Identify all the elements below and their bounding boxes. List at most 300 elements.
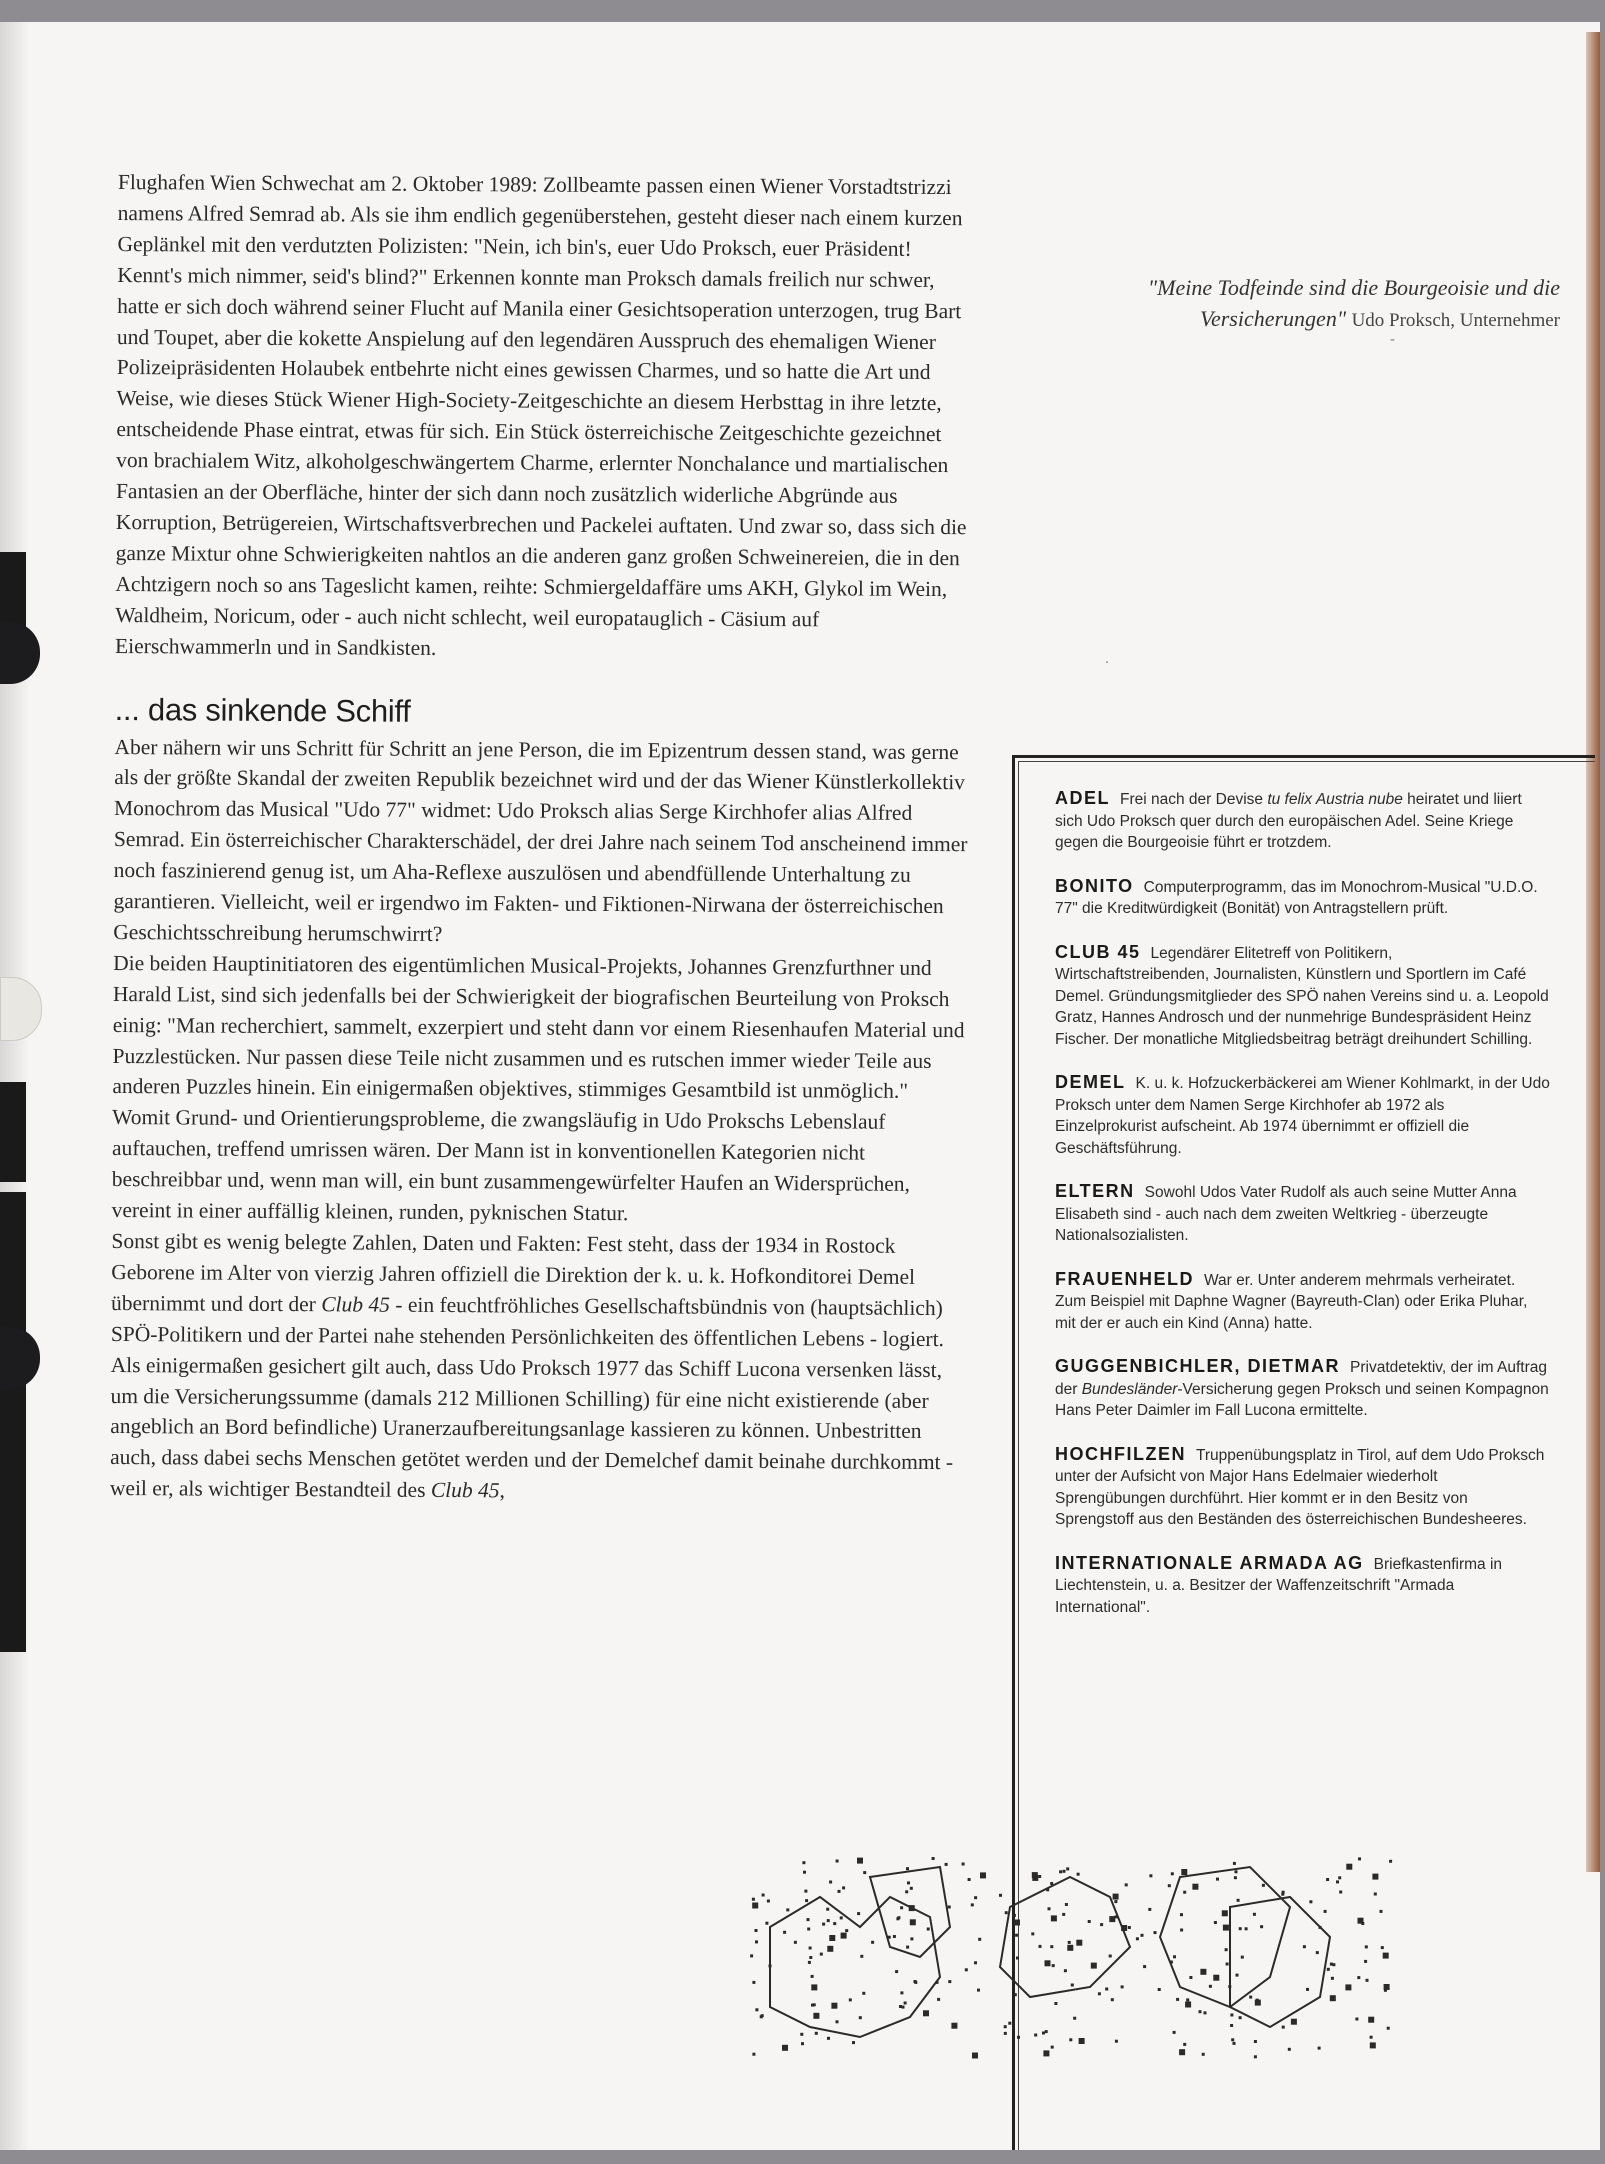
art-pixel bbox=[1358, 1857, 1361, 1860]
art-pixel bbox=[927, 1928, 930, 1931]
art-pixel bbox=[1054, 2002, 1057, 2005]
art-pixel bbox=[1226, 1963, 1229, 1966]
art-pixel bbox=[1042, 2032, 1045, 2035]
art-pixel bbox=[1324, 1910, 1327, 1913]
art-pixel bbox=[895, 1970, 898, 1973]
art-pixel bbox=[813, 2003, 816, 2006]
glossary-term: BONITO bbox=[1055, 875, 1134, 896]
glossary-term: CLUB 45 bbox=[1055, 941, 1141, 962]
binder-ring bbox=[0, 977, 42, 1041]
art-pixel bbox=[1014, 1920, 1020, 1926]
art-pixel bbox=[809, 1947, 812, 1950]
art-pixel bbox=[804, 1890, 807, 1893]
art-pixel bbox=[786, 1908, 789, 1911]
art-pixel bbox=[1332, 1963, 1335, 1966]
art-pixel bbox=[831, 2003, 837, 2009]
art-pixel bbox=[972, 2053, 978, 2059]
art-pixel bbox=[1389, 1860, 1392, 1863]
art-pixel bbox=[1180, 1913, 1183, 1916]
art-pixel bbox=[807, 1928, 810, 1931]
art-pixel bbox=[1059, 1870, 1062, 1873]
art-pixel bbox=[1013, 1914, 1016, 1917]
art-pixel bbox=[1076, 1940, 1082, 1946]
glossary-definition: Computerprogramm, das im Monochrom-Musical "U.D.O. 77" die Kreditwürdigkeit (Bonität) von Antragstellern prüft. bbox=[1055, 878, 1538, 917]
art-pixel bbox=[1372, 1874, 1378, 1880]
art-pixel bbox=[1183, 2043, 1186, 2046]
art-pixel bbox=[1370, 2036, 1373, 2039]
glossary-entry bbox=[1055, 1072, 1550, 1159]
art-pixel bbox=[1234, 1876, 1237, 1879]
art-outline bbox=[870, 1867, 950, 1957]
art-pixel bbox=[1236, 1974, 1239, 1977]
art-pixel bbox=[857, 1858, 863, 1864]
print-speck: . bbox=[1105, 652, 1110, 667]
art-pixel bbox=[910, 1887, 913, 1890]
art-pixel bbox=[752, 2053, 755, 2056]
art-pixel bbox=[1199, 2010, 1202, 2013]
glossary-entry bbox=[1055, 1444, 1550, 1531]
art-pixel bbox=[1189, 1976, 1192, 1979]
art-pixel bbox=[1017, 2036, 1020, 2039]
art-pixel bbox=[1339, 1891, 1342, 1894]
art-pixel bbox=[1309, 1900, 1312, 1903]
art-pixel bbox=[1202, 2053, 1205, 2056]
art-pixel bbox=[909, 1905, 915, 1911]
art-dots bbox=[750, 1857, 1392, 2059]
art-pixel bbox=[1358, 1918, 1364, 1924]
art-pixel bbox=[1192, 1884, 1198, 1890]
art-pixel bbox=[1254, 2055, 1257, 2058]
art-pixel bbox=[1216, 1878, 1219, 1881]
art-pixel bbox=[999, 1894, 1002, 1897]
art-pixel bbox=[1109, 1916, 1115, 1922]
art-pixel bbox=[1281, 1893, 1284, 1896]
art-pixel bbox=[1186, 1998, 1189, 2001]
art-pixel bbox=[1306, 1988, 1309, 1991]
art-pixel bbox=[1039, 1945, 1042, 1948]
art-pixel bbox=[962, 1863, 965, 1866]
art-pixel bbox=[1064, 1969, 1067, 1972]
art-pixel bbox=[1181, 1869, 1187, 1875]
art-pixel bbox=[1200, 1969, 1206, 1975]
art-pixel bbox=[1154, 1931, 1157, 1934]
art-pixel bbox=[822, 1923, 825, 1926]
art-pixel bbox=[863, 1871, 866, 1874]
glossary-term: HOCHFILZEN bbox=[1055, 1443, 1186, 1464]
art-pixel bbox=[1045, 1960, 1051, 1966]
art-pixel bbox=[1345, 1984, 1351, 1990]
art-pixel bbox=[1068, 1941, 1071, 1944]
art-pixel bbox=[1179, 2049, 1185, 2055]
club-name: Club 45 bbox=[321, 1292, 391, 1317]
glossary-emphasis: Bundesländer bbox=[1081, 1380, 1178, 1398]
art-pixel bbox=[1111, 1998, 1114, 2001]
art-pixel bbox=[1077, 1873, 1080, 1876]
art-pixel bbox=[860, 1955, 863, 1958]
art-pixel bbox=[1045, 2030, 1048, 2033]
art-pixel bbox=[1316, 1951, 1319, 1954]
art-pixel bbox=[1149, 1874, 1152, 1877]
art-pixel bbox=[840, 1916, 843, 1919]
art-pixel bbox=[1066, 1867, 1069, 1870]
art-pixel bbox=[1185, 2002, 1191, 2008]
club-name: Club 45 bbox=[430, 1478, 500, 1503]
art-pixel bbox=[905, 1890, 908, 1893]
art-pixel bbox=[907, 1881, 910, 1884]
glossary-term: INTERNATIONALE ARMADA AG bbox=[1055, 1552, 1364, 1573]
art-pixel bbox=[815, 2032, 818, 2035]
art-pixel bbox=[1230, 2024, 1233, 2027]
art-pixel bbox=[803, 1871, 806, 1874]
art-pixel bbox=[829, 1881, 832, 1884]
art-pixel bbox=[1384, 1989, 1387, 1992]
art-pixel bbox=[829, 1935, 835, 1941]
art-pixel bbox=[1326, 1878, 1329, 1881]
art-pixel bbox=[1062, 1913, 1065, 1916]
art-pixel bbox=[1141, 1934, 1144, 1937]
art-pixel bbox=[1100, 1923, 1103, 1926]
glossary-entry bbox=[1055, 942, 1550, 1051]
art-pixel bbox=[1346, 1864, 1352, 1870]
glossary-definition: Truppenübungsplatz in Tirol, auf dem Udo Proksch unter der Aufsicht von Major Hans Edelmaier wiederholt Sprengübungen durchführt. Hier kommt er in den Besitz von Sprengstoff aus den Beständen des österreichischen Bundesheeres. bbox=[1055, 1446, 1545, 1528]
art-outline bbox=[1160, 1867, 1290, 2007]
art-pixel bbox=[801, 2042, 804, 2045]
art-pixel bbox=[904, 2002, 907, 2005]
art-pixel bbox=[1233, 1862, 1236, 1865]
art-pixel bbox=[752, 1981, 755, 1984]
art-pixel bbox=[1073, 2017, 1076, 2020]
art-pixel bbox=[1204, 2011, 1207, 2014]
art-pixel bbox=[820, 1953, 823, 1956]
art-pixel bbox=[769, 1964, 772, 1967]
art-pixel bbox=[1031, 1932, 1034, 1935]
art-pixel bbox=[899, 2005, 902, 2008]
art-pixel bbox=[794, 1941, 797, 1944]
art-pixel bbox=[833, 1922, 836, 1925]
art-pixel bbox=[968, 1878, 971, 1881]
art-pixel bbox=[1209, 1985, 1212, 1988]
art-pixel bbox=[849, 1998, 852, 2001]
art-pixel bbox=[1046, 1888, 1049, 1891]
art-pixel bbox=[1230, 2014, 1233, 2017]
art-pixel bbox=[965, 1968, 968, 1971]
art-pixel bbox=[951, 2023, 957, 2029]
art-pixel bbox=[1065, 1903, 1068, 1906]
art-pixel bbox=[808, 1961, 811, 1964]
art-pixel bbox=[859, 2016, 862, 2019]
art-pixel bbox=[1381, 1946, 1384, 1949]
art-pixel bbox=[783, 1931, 786, 1934]
art-pixel bbox=[1068, 1946, 1071, 1949]
art-pixel bbox=[1239, 2016, 1242, 2019]
art-pixel bbox=[1176, 1998, 1179, 2001]
art-pixel bbox=[1303, 1945, 1306, 1948]
glossary-definition: -Versicherung gegen Proksch und seinen Kompagnon Hans Peter Daimler im Fall Lucona ermittelte. bbox=[1055, 1380, 1549, 1419]
art-pixel bbox=[1051, 1915, 1057, 1921]
art-pixel bbox=[896, 1917, 899, 1920]
glossary-entry bbox=[1055, 788, 1550, 854]
art-pixel bbox=[1121, 1925, 1127, 1931]
art-pixel bbox=[1327, 1968, 1330, 1971]
art-pixel bbox=[1125, 1883, 1128, 1886]
art-pixel bbox=[1291, 2019, 1297, 2025]
art-pixel bbox=[1214, 1921, 1217, 1924]
art-pixel bbox=[1241, 1956, 1244, 1959]
art-pixel bbox=[767, 1900, 770, 1903]
art-pixel bbox=[811, 1984, 817, 1990]
art-pixel bbox=[937, 1998, 940, 2001]
art-pixel bbox=[1069, 2038, 1072, 2041]
art-pixel bbox=[1034, 2034, 1037, 2037]
art-pixel bbox=[1357, 1976, 1360, 1979]
article-paragraph: Aber nähern wir uns Schritt für Schritt an jene Person, die im Epizentrum dessen stand, was gerne als der größte Skandal der zweiten Republik bezeichnet wird und der das Wiener Künstlerkollektiv Monochrom das Musical "Udo 77" widmet: Udo Proksch alias Serge Kirchhofer alias Alfred Semrad. Ein österreichischer Charakterschädel, der drei Jahre nach seinem Tod anscheinend immer noch faszinierend genug ist, um Aha-Reflexe auszulösen und abendfüllende Unterhaltung zu garantieren. Vielleicht, weil er irgendwo im Fakten- und Fiktionen-Nirwana der österreichischen Geschichtsschreibung herumschwirrt? bbox=[113, 734, 968, 946]
art-pixel bbox=[827, 1946, 833, 1952]
art-pixel bbox=[1050, 1882, 1053, 1885]
glossary-definition: heiratet und liiert sich Udo Proksch quer durch den europäischen Adel. Seine Kriege gegen die Bourgeoisie führt er trotzdem. bbox=[1055, 791, 1522, 851]
art-pixel bbox=[978, 1938, 981, 1941]
art-pixel bbox=[1014, 1993, 1017, 1996]
binder-ring bbox=[0, 1327, 40, 1389]
glossary-term: GUGGENBICHLER, DIETMAR bbox=[1055, 1356, 1340, 1376]
art-pixel bbox=[1114, 1900, 1117, 1903]
art-pixel bbox=[1374, 1893, 1377, 1896]
glossary-definition: Privatdetektiv, der im Auftrag der bbox=[1055, 1359, 1547, 1398]
art-pixel bbox=[813, 2013, 819, 2019]
art-pixel bbox=[1387, 2027, 1390, 2030]
art-pixel bbox=[1128, 1926, 1131, 1929]
art-pixel bbox=[1005, 1911, 1008, 1914]
glossary-definition: Legendärer Elitetreff von Politikern, Wirtschaftstreibenden, Journalisten, Künstlern und Sportlern im Café Demel. Gründungsmitglieder des SPÖ nahen Vereins sind u. a. Leopold Gratz, Hannes Androsch und der nunmehrige Bundespräsident Heinz Fischer. Der monatliche Mitgliedsbeitrag beträgt dreihundert Schilling. bbox=[1055, 944, 1549, 1048]
paragraph-text: - ein feuchtfröhliches Gesellschaftsbündnis von (hauptsächlich) SPÖ-Politikern und der Partei nahe stehenden Persönlichkeiten des öffentlichen Lebens - logiert. Als einigermaßen gesichert gilt auch, dass Udo Proksch 1977 das Schiff Lucona versenken lässt, um die Versicherungssumme (damals 212 Millionen Schilling) für eine nicht existierende (aber angeblich an Bord befindliche) Uranerzaufbereitungsanlage kassieren zu können. Unbestritten auch, dass dabei sechs Menschen getötet werden und der Demelchef damit beinahe durchkommt - weil er, als wichtiger Bestandteil des bbox=[109, 1292, 954, 1503]
article-paragraph: Die beiden Hauptinitiatoren des eigentümlichen Musical-Projekts, Johannes Grenzfurthner und Harald List, sind sich jedenfalls bei der Schwierigkeit der biografischen Beurteilung von Proksch einig: "Man recherchiert, sammelt, exzerpiert und steht dann vor einem Riesenhaufen Material und Puzzlestücken. Nur passen diese Teile nicht zusammen und es rutschen immer wieder Teile aus anderen Puzzles hinein. Ein einigermaßen objektives, stimmiges Gesamtbild ist unmöglich." bbox=[112, 950, 965, 1104]
art-pixel bbox=[1370, 2042, 1376, 2048]
art-pixel bbox=[1288, 2048, 1291, 2051]
art-pixel bbox=[1319, 1926, 1322, 1929]
art-pixel bbox=[1052, 1964, 1055, 1967]
glossary-definition: Frei nach der Devise bbox=[1120, 791, 1268, 808]
art-pixel bbox=[974, 1961, 977, 1964]
art-pixel bbox=[1048, 1907, 1051, 1910]
art-pixel bbox=[1239, 1927, 1242, 1930]
art-pixel bbox=[1262, 1884, 1265, 1887]
section-heading: ... das sinkende Schiff bbox=[114, 691, 411, 729]
paragraph-text: Sonst gibt es wenig belegte Zahlen, Daten und Fakten: Fest steht, dass der 1934 in Rostock Geborene im Alter von vierzig Jahren offiziell die Direktion der k. u. k. Hofkonditorei Demel übernimmt und dort der bbox=[110, 1228, 916, 1317]
art-pixel bbox=[1148, 1908, 1151, 1911]
art-pixel bbox=[1225, 1948, 1228, 1951]
art-pixel bbox=[752, 1903, 758, 1909]
art-pixel bbox=[1079, 2038, 1085, 2044]
binder-ring bbox=[0, 622, 40, 684]
art-pixel bbox=[1223, 1925, 1229, 1931]
art-pixel bbox=[852, 2041, 855, 2044]
art-pixel bbox=[1228, 1985, 1231, 1988]
art-pixel bbox=[755, 1940, 758, 1943]
art-pixel bbox=[1180, 1929, 1183, 1932]
art-pixel bbox=[836, 1860, 839, 1863]
art-pixel bbox=[1004, 2025, 1007, 2028]
art-pixel bbox=[1050, 1945, 1053, 1948]
glossary-definition: Briefkastenfirma in Liechtenstein, u. a. Besitzer der Waffenzeitschrift "Armada International". bbox=[1055, 1555, 1503, 1616]
art-pixel bbox=[857, 1912, 860, 1915]
paragraph-text: , bbox=[499, 1478, 506, 1503]
art-pixel bbox=[945, 1863, 948, 1866]
art-pixel bbox=[932, 1857, 935, 1860]
art-pixel bbox=[900, 1906, 903, 1909]
art-pixel bbox=[1115, 2040, 1118, 2043]
art-pixel bbox=[805, 1899, 808, 1902]
art-pixel bbox=[1115, 1915, 1118, 1918]
quote-text: "Meine Todfeinde sind die Bourgeoisie und die Versicherungen" bbox=[1147, 275, 1560, 331]
glossary-list bbox=[1055, 788, 1550, 1640]
glossary-term: FRAUENHELD bbox=[1055, 1268, 1194, 1289]
art-pixel bbox=[782, 2045, 788, 2051]
art-outline bbox=[1230, 1897, 1330, 2027]
art-pixel bbox=[1109, 1955, 1112, 1958]
art-pixel bbox=[1231, 2038, 1234, 2041]
glossary-entry bbox=[1055, 1356, 1550, 1422]
glossary-definition: War er. Unter anderem mehrmals verheiratet. Zum Beispiel mit Daphne Wagner (Bayreuth-Clan) oder Erika Pluhar, mit der er auch ein Kind (Anna) hatte. bbox=[1055, 1271, 1528, 1332]
art-pixel bbox=[1282, 2026, 1285, 2029]
glossary-entry bbox=[1055, 876, 1550, 920]
art-pixel bbox=[1249, 1996, 1252, 1999]
art-pixel bbox=[762, 1894, 765, 1897]
quote-attribution: Udo Proksch, Unternehmer bbox=[1351, 310, 1560, 331]
art-pixel bbox=[980, 1872, 986, 1878]
art-pixel bbox=[1336, 1880, 1339, 1883]
art-pixel bbox=[977, 1989, 980, 1992]
art-pixel bbox=[1173, 1955, 1176, 1958]
art-pixel bbox=[871, 1941, 874, 1944]
art-pixel bbox=[1038, 1875, 1041, 1878]
art-pixel bbox=[1355, 2018, 1358, 2021]
art-pixel bbox=[1253, 1913, 1256, 1916]
art-pixel bbox=[1260, 1925, 1263, 1928]
art-pixel bbox=[1063, 1870, 1066, 1873]
binder-bar bbox=[0, 1082, 26, 1182]
glossary-definition: Sowohl Udos Vater Rudolf als auch seine Mutter Anna Elisabeth sind - auch nach dem zweiten Weltkrieg - überzeugte Nationalsozialisten. bbox=[1055, 1184, 1517, 1244]
art-pixel bbox=[845, 1929, 848, 1932]
art-pixel bbox=[910, 1937, 913, 1940]
glossary-term: DEMEL bbox=[1055, 1072, 1126, 1092]
art-pixel bbox=[811, 1975, 814, 1978]
art-pixel bbox=[906, 1867, 909, 1870]
art-pixel bbox=[1235, 1870, 1238, 1873]
glossary-emphasis: tu felix Austria nube bbox=[1267, 791, 1403, 808]
art-pixel bbox=[1168, 1884, 1171, 1887]
art-pixel bbox=[971, 1903, 974, 1906]
glossary-entry bbox=[1055, 1181, 1550, 1247]
art-pixel bbox=[1004, 2032, 1007, 2035]
art-pixel bbox=[862, 1992, 865, 1995]
art-pixel bbox=[1245, 1927, 1248, 1930]
art-pixel bbox=[807, 1918, 810, 1921]
art-pixel bbox=[1136, 1937, 1139, 1940]
art-pixel bbox=[809, 1956, 812, 1959]
art-pixel bbox=[1183, 1891, 1186, 1894]
art-pixel bbox=[948, 1906, 951, 1909]
art-pixel bbox=[1331, 1977, 1334, 1980]
art-pixel bbox=[1318, 2047, 1321, 2050]
article-body bbox=[110, 167, 978, 1509]
art-pixel bbox=[750, 1954, 753, 1957]
art-pixel bbox=[1098, 1992, 1101, 1995]
art-pixel bbox=[1170, 1961, 1173, 1964]
glossary-term: ELTERN bbox=[1055, 1181, 1135, 1201]
art-pixel bbox=[948, 1980, 951, 1983]
art-pixel bbox=[1380, 1910, 1383, 1913]
art-pixel bbox=[1113, 1894, 1119, 1900]
article-paragraph bbox=[110, 1226, 972, 1509]
art-pixel bbox=[1222, 1910, 1228, 1916]
binder-bar bbox=[0, 1192, 26, 1652]
art-pixel bbox=[910, 1919, 916, 1925]
art-pixel bbox=[914, 1981, 917, 1984]
art-pixel bbox=[1105, 1988, 1108, 1991]
art-pixel bbox=[1088, 1920, 1091, 1923]
art-pixel bbox=[1008, 2022, 1011, 2025]
art-pixel bbox=[800, 2033, 803, 2036]
pixel-art-logo bbox=[710, 1837, 1480, 2087]
art-pixel bbox=[1032, 1872, 1038, 1878]
art-pixel bbox=[1364, 1960, 1367, 1963]
glossary-term: ADEL bbox=[1055, 788, 1110, 808]
art-pixel bbox=[802, 1861, 805, 1864]
art-pixel bbox=[1173, 2031, 1176, 2034]
magazine-page bbox=[0, 22, 1600, 2150]
article-paragraph: Flughafen Wien Schwechat am 2. Oktober 1989: Zollbeamte passen einen Wiener Vorstadtstrizzi namens Alfred Semrad ab. Als sie ihm endlich gegenüberstehen, gesteht dieser nach einem kurzen Geplänkel mit den verdutzten Polizisten: "Nein, ich bin's, euer Udo Proksch, euer Präsident! Kennt's mich nimmer, seid's blind?" Erkennen konnte man Proksch damals freilich nur schwer, hatte er sich doch während seiner Flucht auf Manila einer Gesichtsoperation unterzogen, trug Bart und Toupet, aber die kokette Anspielung auf den legendären Ausspruch des ehemaligen Wiener Polizeipräsidenten Holaubek entbehrte nicht eines gewissen Charmes, und so hatte die Art und Weise, wie dieses Stück Wiener High-Society-Zeitgeschichte an diesem Herbsttag in ihre letzte, entscheidende Phase eintrat, etwas für sich. Ein Stück österreichische Zeitgeschichte gezeichnet von brachialem Witz, alkoholgeschwängertem Charme, erlernter Nonchalance und martialischen Fantasien an der Oberfläche, hinter der sich dann noch zusätzlich widerliche Abgründe aus Korruption, Betrügereien, Wirtschaftsverbrechen und Packelei auftaten. Und zwar so, dass sich die ganze Mixtur ohne Schwierigkeiten nahtlos an die anderen ganz großen Schweinereien, die in den Achtzigern noch so ans Tageslicht kamen, reihte: Schmiergeldaffäre ums AKH, Glykol im Wein, Waldheim, Noricum, oder - auch nicht schlecht, weil europatauglich - Cäsium auf Eierschwammerln und in Sandkisten. bbox=[115, 169, 967, 660]
art-pixel bbox=[1071, 1984, 1074, 1987]
art-pixel bbox=[936, 1981, 939, 1984]
art-pixel bbox=[836, 2020, 839, 2023]
art-outline bbox=[770, 1897, 940, 2037]
print-speck: - bbox=[1390, 332, 1396, 348]
art-pixel bbox=[1233, 2042, 1236, 2045]
article-paragraph: Womit Grund- und Orientierungsprobleme, die zwangsläufig in Udo Prokschs Lebenslauf auftauchen, treffend umrissen wären. Der Mann ist in konventionellen Kategorien nicht beschreibbar und, wenn man will, ein bunt zusammengewürfelter Haufen an Widersprüchen, vereint in einer auffällig kleinen, runden, pyknischen Statur. bbox=[111, 1105, 911, 1226]
pull-quote bbox=[1090, 272, 1560, 336]
art-pixel bbox=[1368, 2017, 1374, 2023]
art-pixel bbox=[1091, 1963, 1097, 1969]
art-pixel bbox=[826, 1908, 829, 1911]
art-pixel bbox=[838, 1890, 841, 1893]
art-outline bbox=[1000, 1877, 1130, 1997]
art-pixel bbox=[1330, 1995, 1336, 2001]
art-pixel bbox=[923, 2010, 929, 2016]
glossary-entry bbox=[1055, 1553, 1550, 1619]
art-pixel bbox=[1237, 1899, 1240, 1902]
art-pixel bbox=[827, 1919, 830, 1922]
art-pixel bbox=[1051, 2046, 1054, 2049]
art-pixel bbox=[1016, 1957, 1019, 1960]
art-pixel bbox=[841, 1933, 847, 1939]
art-pixel bbox=[1043, 2050, 1049, 2056]
art-pixel bbox=[1254, 2040, 1257, 2043]
art-pixel bbox=[842, 1886, 845, 1889]
art-pixel bbox=[755, 2008, 758, 2011]
art-pixel bbox=[1383, 1953, 1389, 1959]
glossary-entry bbox=[1055, 1269, 1550, 1335]
art-pixel bbox=[974, 1896, 977, 1899]
art-pixel bbox=[1171, 1872, 1174, 1875]
art-pixel bbox=[1338, 1876, 1341, 1879]
art-pixel bbox=[1121, 1985, 1124, 1988]
art-pixel bbox=[1365, 1945, 1368, 1948]
art-pixel bbox=[1255, 2000, 1261, 2006]
art-pixel bbox=[752, 1898, 755, 1901]
art-pixel bbox=[1158, 1988, 1161, 1991]
art-pixel bbox=[1143, 1965, 1146, 1968]
art-pixel bbox=[900, 1991, 903, 1994]
glossary-definition: K. u. k. Hofzuckerbäckerei am Wiener Kohlmarkt, in der Udo Proksch unter dem Namen Serge Kirchhofer ab 1972 als Einzelprokurist aufscheint. Ab 1974 übernimmt er offiziell die Geschäftsführung. bbox=[1055, 1075, 1550, 1157]
